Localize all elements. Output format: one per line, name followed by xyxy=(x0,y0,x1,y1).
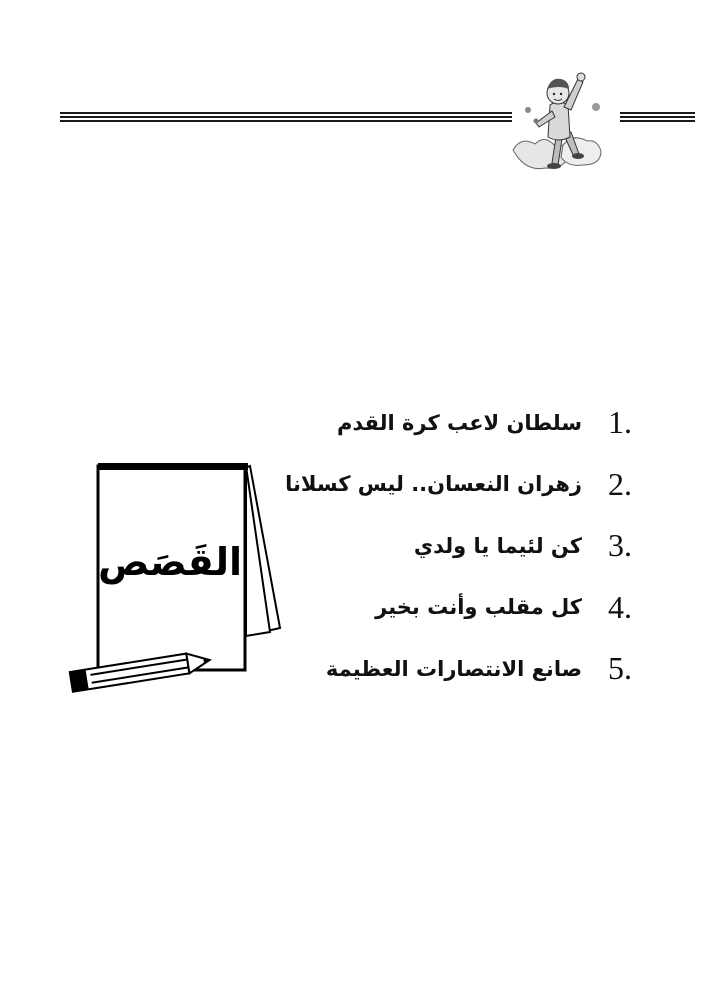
story-number: 1. xyxy=(608,404,632,441)
story-number: 5. xyxy=(608,650,632,687)
list-item xyxy=(280,392,660,454)
story-title: زهران النعسان.. ليس كسلانا xyxy=(285,472,582,497)
stories-list xyxy=(280,392,660,700)
header-divider-left xyxy=(60,112,512,126)
story-number: 2. xyxy=(608,465,632,502)
story-number: 3. xyxy=(608,527,632,564)
story-number: 4. xyxy=(608,588,632,625)
list-item xyxy=(280,638,660,700)
story-title: سلطان لاعب كرة القدم xyxy=(336,410,582,435)
story-title: كن لئيما يا ولدي xyxy=(413,533,582,558)
cartoon-boy-illustration xyxy=(508,55,608,177)
story-title: كل مقلب وأنت بخير xyxy=(375,595,582,620)
list-item xyxy=(280,454,660,516)
notebook-title: القَصَص xyxy=(98,540,242,584)
list-item xyxy=(280,515,660,577)
header-divider-right xyxy=(620,112,695,126)
list-item xyxy=(280,577,660,639)
story-title: صانع الانتصارات العظيمة xyxy=(325,656,582,681)
